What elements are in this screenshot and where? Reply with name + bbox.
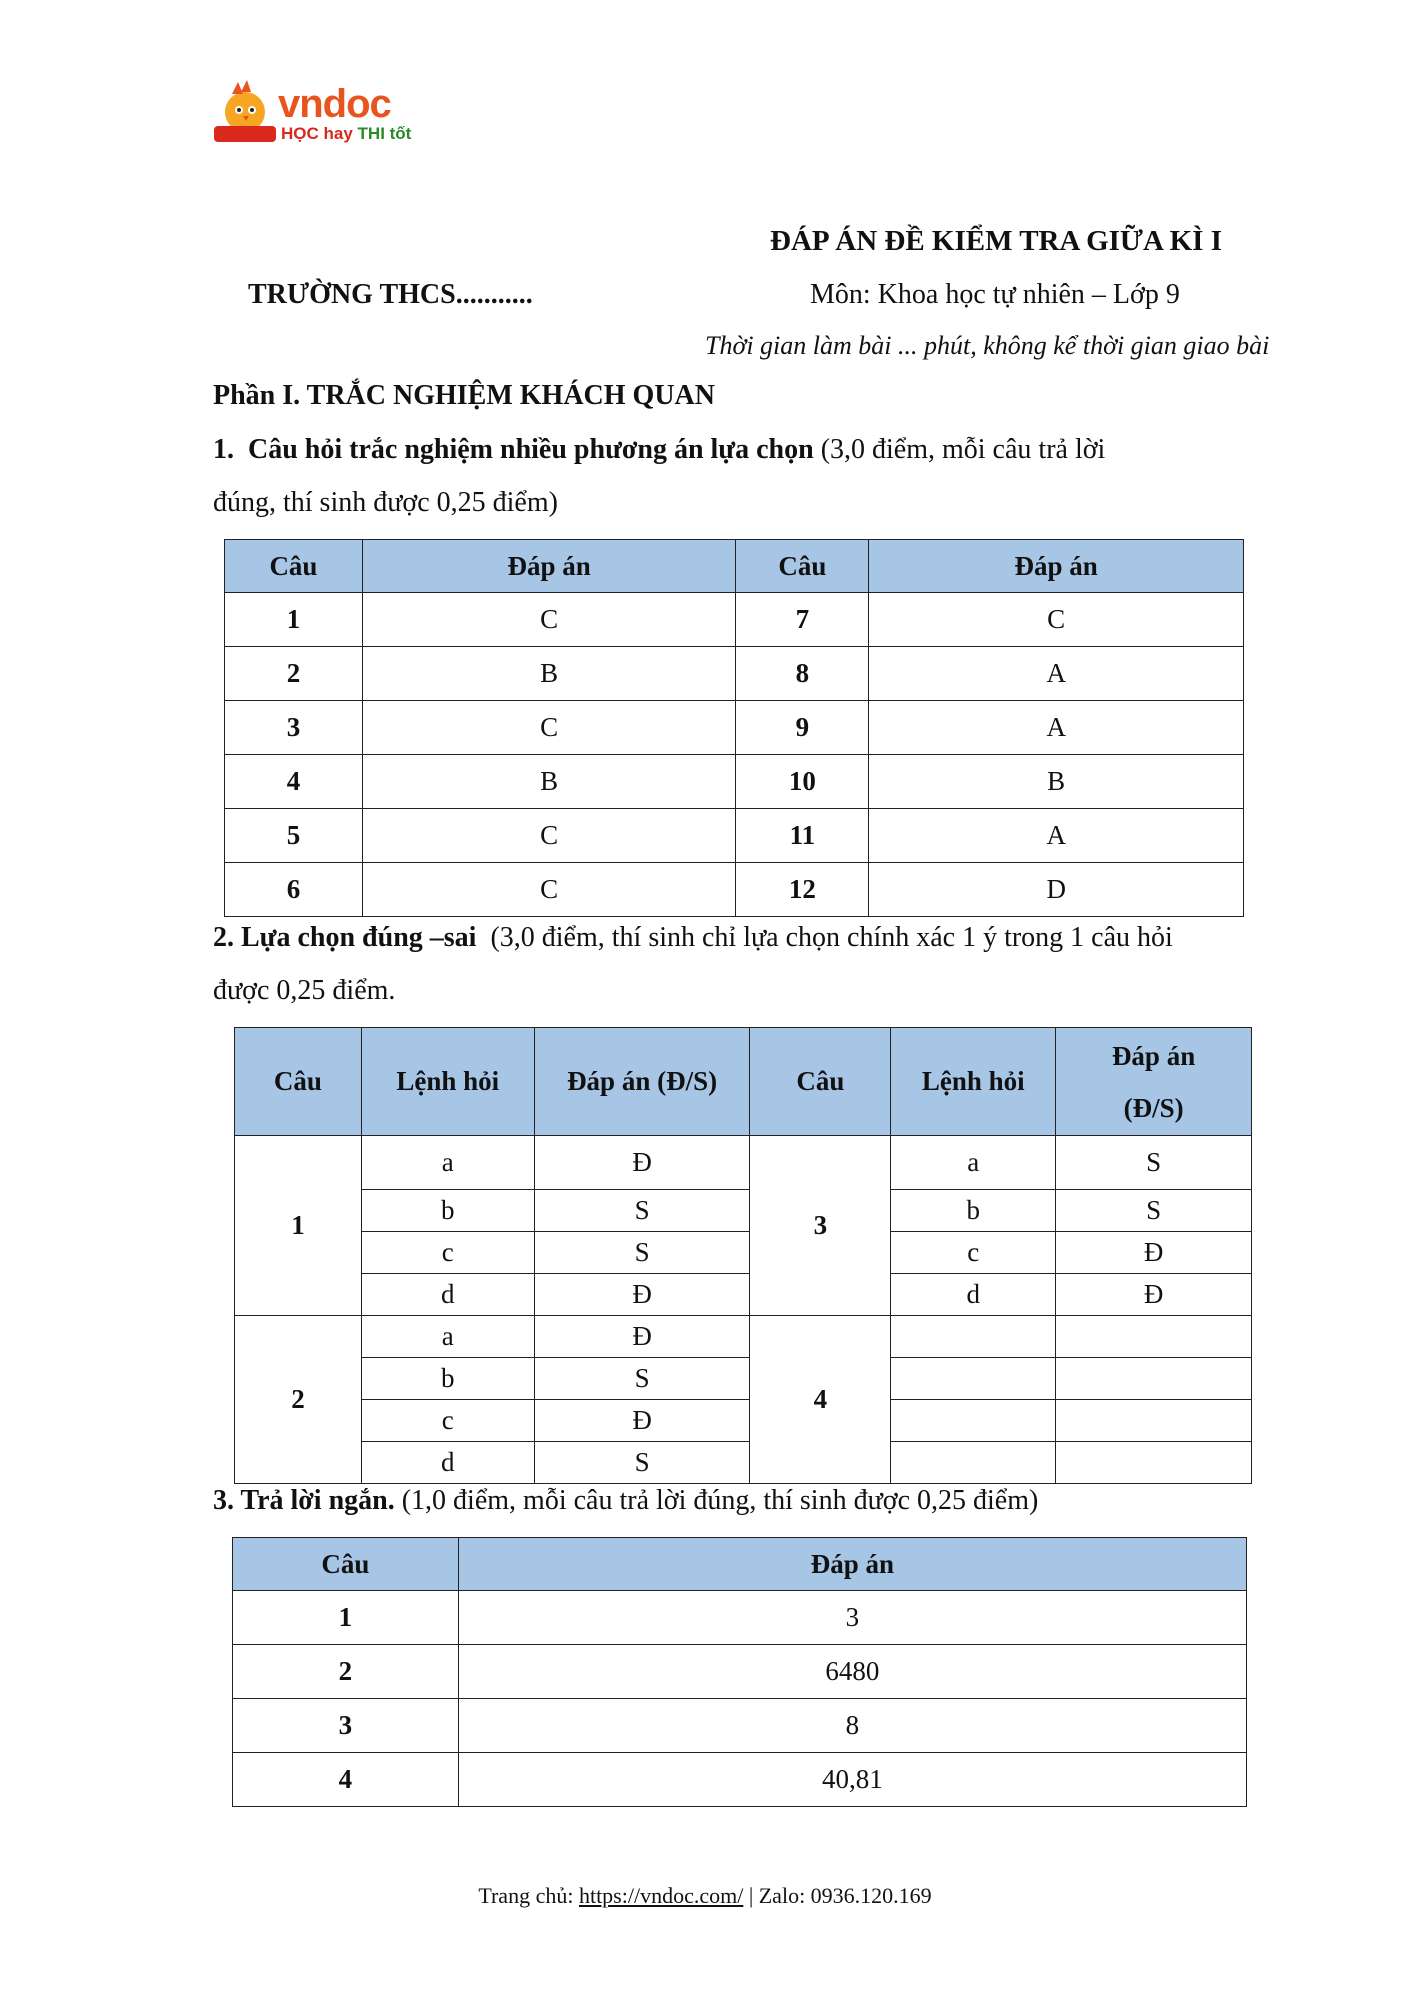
table-row xyxy=(225,647,1244,701)
statement-cell: d xyxy=(361,1274,534,1316)
column-header: Câu xyxy=(225,540,363,593)
column-header: Lệnh hỏi xyxy=(361,1028,534,1136)
footer-label: Trang chủ: xyxy=(478,1883,579,1908)
column-header: Đáp án (Đ/S) xyxy=(534,1028,750,1136)
question-number: 12 xyxy=(736,863,869,917)
part-title: Phần I. TRẮC NGHIỆM KHÁCH QUAN xyxy=(213,380,715,411)
answer-cell: 3 xyxy=(458,1591,1246,1645)
answer-cell: B xyxy=(869,755,1244,809)
statement-cell: a xyxy=(891,1136,1056,1190)
question-number: 5 xyxy=(225,809,363,863)
table-row xyxy=(235,1442,1252,1484)
question-number: 7 xyxy=(736,593,869,647)
question-number: 1 xyxy=(225,593,363,647)
table-row xyxy=(233,1699,1247,1753)
question-number: 1 xyxy=(235,1136,362,1316)
section1-note: đúng, thí sinh được 0,25 điểm) xyxy=(213,487,558,518)
column-header: Đáp án xyxy=(869,540,1244,593)
footer-contact: | Zalo: 0936.120.169 xyxy=(743,1883,932,1908)
answer-cell: Đ xyxy=(1056,1232,1252,1274)
question-number: 3 xyxy=(750,1136,891,1316)
answer-cell: 6480 xyxy=(458,1645,1246,1699)
statement-cell: a xyxy=(361,1316,534,1358)
answer-cell xyxy=(1056,1358,1252,1400)
page-footer xyxy=(0,1883,1410,1909)
question-number: 1 xyxy=(233,1591,459,1645)
answer-cell: S xyxy=(1056,1136,1252,1190)
answer-cell: S xyxy=(534,1442,750,1484)
section1-heading: 1. Câu hỏi trắc nghiệm nhiều phương án lựa chọn (3,0 điểm, mỗi câu trả lời xyxy=(213,434,1106,465)
answer-cell: C xyxy=(362,809,736,863)
column-header: Lệnh hỏi xyxy=(891,1028,1056,1136)
answer-cell xyxy=(1056,1442,1252,1484)
statement-cell: c xyxy=(891,1232,1056,1274)
section3-heading: 3. Trả lời ngắn. (1,0 điểm, mỗi câu trả lời đúng, thí sinh được 0,25 điểm) xyxy=(213,1485,1039,1516)
section2-heading: 2. Lựa chọn đúng –sai (3,0 điểm, thí sinh chỉ lựa chọn chính xác 1 ý trong 1 câu hỏi xyxy=(213,922,1173,953)
question-number: 3 xyxy=(225,701,363,755)
question-number: 2 xyxy=(233,1645,459,1699)
answer-cell: Đ xyxy=(534,1316,750,1358)
statement-cell: d xyxy=(891,1274,1056,1316)
answer-cell: Đ xyxy=(1056,1274,1252,1316)
table-row xyxy=(225,809,1244,863)
section2-note: được 0,25 điểm. xyxy=(213,975,396,1006)
question-number: 8 xyxy=(736,647,869,701)
table-row xyxy=(233,1645,1247,1699)
answer-cell: C xyxy=(362,593,736,647)
column-header: Đáp án xyxy=(362,540,736,593)
question-number: 3 xyxy=(233,1699,459,1753)
answer-cell: C xyxy=(869,593,1244,647)
subject-line: Môn: Khoa học tự nhiên – Lớp 9 xyxy=(810,279,1180,310)
question-number: 4 xyxy=(233,1753,459,1807)
answer-cell xyxy=(1056,1400,1252,1442)
question-number: 4 xyxy=(750,1316,891,1484)
table-row xyxy=(233,1591,1247,1645)
answer-cell: 40,81 xyxy=(458,1753,1246,1807)
statement-cell xyxy=(891,1358,1056,1400)
school-name: TRƯỜNG THCS........... xyxy=(248,279,533,310)
column-header: Câu xyxy=(750,1028,891,1136)
column-header: Câu xyxy=(235,1028,362,1136)
answer-cell: S xyxy=(1056,1190,1252,1232)
answer-cell: Đ xyxy=(534,1400,750,1442)
table-header-row xyxy=(225,540,1244,593)
table-row xyxy=(225,701,1244,755)
column-header: Đáp án xyxy=(458,1538,1246,1591)
logo-wordmark: vndoc xyxy=(278,82,391,126)
question-number: 4 xyxy=(225,755,363,809)
statement-cell: d xyxy=(361,1442,534,1484)
table-row xyxy=(235,1136,1252,1190)
question-number: 9 xyxy=(736,701,869,755)
statement-cell xyxy=(891,1316,1056,1358)
table-row xyxy=(235,1358,1252,1400)
table-row xyxy=(225,863,1244,917)
question-number: 11 xyxy=(736,809,869,863)
answer-cell: S xyxy=(534,1190,750,1232)
answer-cell: A xyxy=(869,809,1244,863)
answer-cell: A xyxy=(869,647,1244,701)
answer-cell xyxy=(1056,1316,1252,1358)
statement-cell: c xyxy=(361,1232,534,1274)
answer-cell: S xyxy=(534,1232,750,1274)
answer-cell: D xyxy=(869,863,1244,917)
statement-cell xyxy=(891,1442,1056,1484)
statement-cell: a xyxy=(361,1136,534,1190)
column-header: Câu xyxy=(233,1538,459,1591)
document-title: ĐÁP ÁN ĐỀ KIỂM TRA GIỮA KÌ I xyxy=(770,225,1222,257)
time-line: Thời gian làm bài ... phút, không kể thời gian giao bài xyxy=(705,331,1270,360)
statement-cell: b xyxy=(361,1190,534,1232)
question-number: 10 xyxy=(736,755,869,809)
table-header-row xyxy=(235,1028,1252,1136)
answer-cell: C xyxy=(362,863,736,917)
table-row xyxy=(235,1232,1252,1274)
answer-cell: 8 xyxy=(458,1699,1246,1753)
multiple-choice-table xyxy=(224,539,1244,917)
table-row xyxy=(225,755,1244,809)
question-number: 6 xyxy=(225,863,363,917)
table-row xyxy=(235,1400,1252,1442)
statement-cell: c xyxy=(361,1400,534,1442)
question-number: 2 xyxy=(235,1316,362,1484)
column-header: Đáp án (Đ/S) xyxy=(1056,1028,1252,1136)
answer-cell: A xyxy=(869,701,1244,755)
question-number: 2 xyxy=(225,647,363,701)
table-row xyxy=(235,1274,1252,1316)
answer-cell: Đ xyxy=(534,1274,750,1316)
homepage-link[interactable]: https://vndoc.com/ xyxy=(578,1883,744,1908)
logo-mascot-icon xyxy=(210,80,280,150)
answer-cell: B xyxy=(362,647,736,701)
table-row xyxy=(235,1316,1252,1358)
table-header-row xyxy=(233,1538,1247,1591)
statement-cell: b xyxy=(891,1190,1056,1232)
answer-cell: S xyxy=(534,1358,750,1400)
table-row xyxy=(233,1753,1247,1807)
answer-cell: B xyxy=(362,755,736,809)
column-header: Câu xyxy=(736,540,869,593)
logo-slogan: HỌC hay THI tốt xyxy=(281,124,412,143)
table-row xyxy=(235,1190,1252,1232)
answer-cell: Đ xyxy=(534,1136,750,1190)
table-row xyxy=(225,593,1244,647)
true-false-table xyxy=(234,1027,1252,1484)
statement-cell: b xyxy=(361,1358,534,1400)
statement-cell xyxy=(891,1400,1056,1442)
short-answer-table xyxy=(232,1537,1247,1807)
answer-cell: C xyxy=(362,701,736,755)
